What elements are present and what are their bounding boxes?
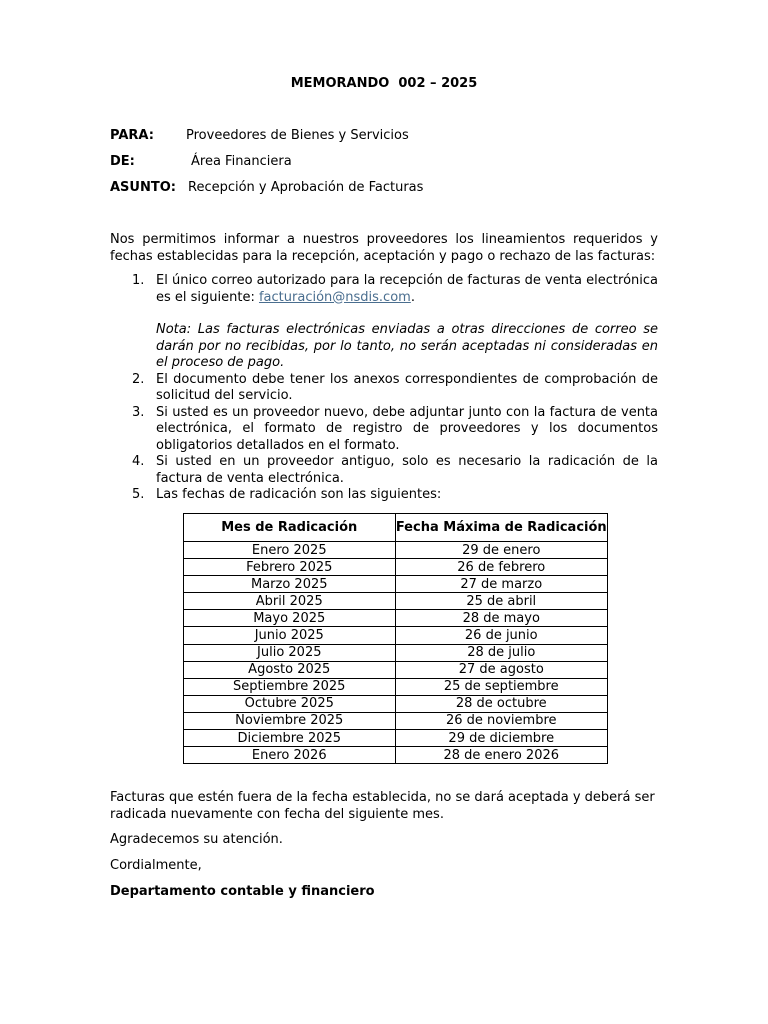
- cell-mes: Noviembre 2025: [184, 712, 396, 729]
- table-row: [184, 559, 608, 576]
- cell-fecha: 26 de noviembre: [395, 712, 608, 729]
- col-header-fecha: Fecha Máxima de Radicación: [395, 514, 608, 542]
- item1-period: .: [410, 289, 415, 305]
- list-item: [110, 454, 658, 487]
- item1-note: Nota: Las facturas electrónicas enviadas a otras direcciones de correo se darán por no recibidas, por lo tanto, no serán aceptadas ni consideradas en el proceso de pago.: [156, 322, 658, 370]
- cell-fecha: 25 de abril: [395, 593, 608, 610]
- para-label: PARA:: [110, 128, 154, 143]
- cell-fecha: 27 de marzo: [395, 576, 608, 593]
- table-row: [184, 627, 608, 644]
- table-row: [184, 730, 608, 747]
- cell-mes: Mayo 2025: [184, 610, 396, 627]
- table-row: [184, 695, 608, 712]
- thanks-text: Agradecemos su atención.: [110, 832, 283, 847]
- cell-mes: Enero 2026: [184, 747, 396, 764]
- email-link[interactable]: facturación@nsdis.com: [258, 289, 411, 305]
- cell-mes: Octubre 2025: [184, 695, 396, 712]
- cell-fecha: 25 de septiembre: [395, 678, 608, 695]
- table-row: [184, 678, 608, 695]
- table-row: [184, 712, 608, 729]
- list-item: [110, 405, 658, 455]
- item4-text: Si usted en un proveedor antiguo, solo es necesario la radicación de la factura de venta electrónica.: [156, 454, 658, 486]
- de-value: Área Financiera: [191, 154, 292, 169]
- list-item: [110, 487, 658, 504]
- table-row: [184, 644, 608, 661]
- table-row: [184, 576, 608, 593]
- item3-text: Si usted es un proveedor nuevo, debe adjuntar junto con la factura de venta electrónica, el formato de registro de proveedores y los documentos obligatorios detallados en el formato.: [156, 404, 658, 453]
- dates-table: [183, 513, 608, 764]
- list-number: 5.: [132, 487, 145, 502]
- asunto-label: ASUNTO:: [110, 180, 176, 195]
- closing-paragraph: Facturas que estén fuera de la fecha establecida, no se dará aceptada y deberá ser radicada nuevamente con fecha del siguiente mes.: [110, 790, 655, 822]
- cell-fecha: 26 de junio: [395, 627, 608, 644]
- table-row: [184, 661, 608, 678]
- de-label: DE:: [110, 154, 135, 169]
- table-header-row: [184, 514, 608, 542]
- cell-fecha: 28 de enero 2026: [395, 747, 608, 764]
- cell-mes: Marzo 2025: [184, 576, 396, 593]
- item1-text: El único correo autorizado para la recepción de facturas de venta electrónica es el siguiente:: [156, 273, 658, 305]
- cell-fecha: 29 de diciembre: [395, 730, 608, 747]
- list-item: [110, 273, 658, 372]
- cell-fecha: 26 de febrero: [395, 559, 608, 576]
- cell-fecha: 27 de agosto: [395, 661, 608, 678]
- asunto-value: Recepción y Aprobación de Facturas: [188, 180, 424, 195]
- table-row: [184, 542, 608, 559]
- cell-mes: Junio 2025: [184, 627, 396, 644]
- list-item: [110, 372, 658, 405]
- list-number: 4.: [132, 454, 145, 469]
- cell-fecha: 28 de mayo: [395, 610, 608, 627]
- cell-fecha: 29 de enero: [395, 542, 608, 559]
- cell-mes: Enero 2025: [184, 542, 396, 559]
- col-header-mes: Mes de Radicación: [184, 514, 396, 542]
- cell-mes: Diciembre 2025: [184, 730, 396, 747]
- table-row: [184, 593, 608, 610]
- table-row: [184, 610, 608, 627]
- regards-text: Cordialmente,: [110, 858, 202, 873]
- memo-title: MEMORANDO 002 – 2025: [290, 76, 478, 91]
- cell-mes: Abril 2025: [184, 593, 396, 610]
- item2-text: El documento debe tener los anexos correspondientes de comprobación de solicitud del servicio.: [156, 371, 658, 403]
- list-number: 3.: [132, 404, 145, 420]
- list-number: 2.: [132, 371, 145, 387]
- cell-mes: Septiembre 2025: [184, 678, 396, 695]
- para-value: Proveedores de Bienes y Servicios: [186, 128, 409, 143]
- signature-text: Departamento contable y financiero: [110, 884, 375, 899]
- intro-paragraph: Nos permitimos informar a nuestros proveedores los lineamientos requeridos y fechas establecidas para la recepción, aceptación y pago o rechazo de las facturas:: [110, 232, 658, 264]
- cell-mes: Julio 2025: [184, 644, 396, 661]
- guidelines-list: [110, 273, 658, 504]
- cell-fecha: 28 de octubre: [395, 695, 608, 712]
- list-number: 1.: [132, 273, 145, 288]
- item5-text: Las fechas de radicación son las siguientes:: [156, 487, 442, 502]
- cell-mes: Agosto 2025: [184, 661, 396, 678]
- table-row: [184, 747, 608, 764]
- cell-fecha: 28 de julio: [395, 644, 608, 661]
- cell-mes: Febrero 2025: [184, 559, 396, 576]
